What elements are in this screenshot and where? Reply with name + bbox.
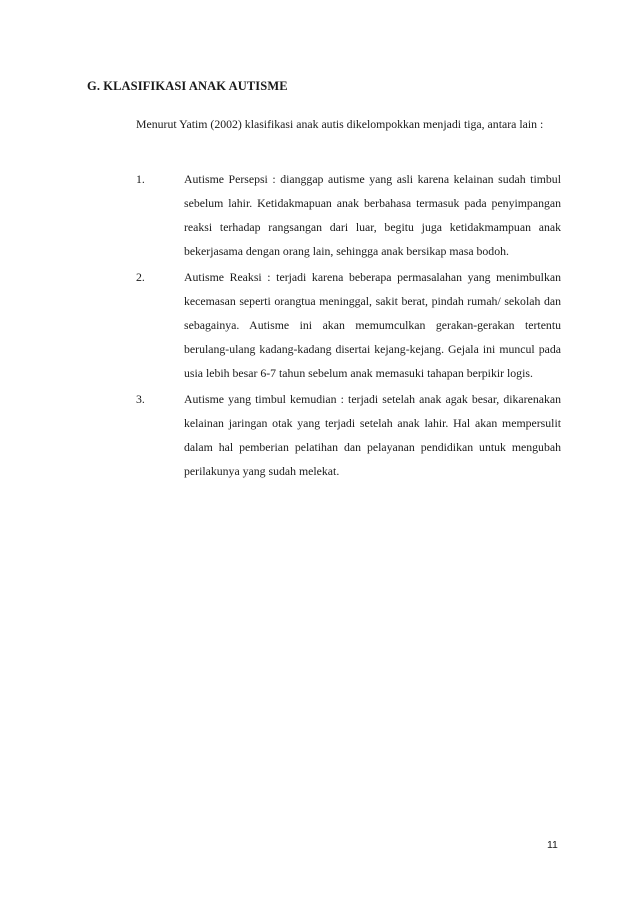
- list-item: [100, 265, 561, 385]
- list-item-number: 3.: [136, 392, 145, 406]
- list-item-text: Autisme Reaksi : terjadi karena beberapa permasalahan yang menimbulkan kecemasan seperti orangtua meninggal, sakit berat, pindah rumah/ sekolah dan sebagainya. Autisme ini akan memumculkan gerakan-gerakan tertentu berulang-ulang kadang-kadang disertai kejang-kejang. Gejala ini muncul pada usia lebih besar 6-7 tahun sebelum anak memasuki tahapan berpikir logis.: [184, 270, 561, 380]
- classification-list: [100, 167, 561, 485]
- page-number: 11: [547, 839, 558, 851]
- list-item-text: Autisme yang timbul kemudian : terjadi setelah anak agak besar, dikarenakan kelainan jaringan otak yang terjadi setelah anak lahir. Hal akan mempersulit dalam hal pemberian pelatihan dan pelayanan pendidikan untuk mengubah perilakunya yang sudah melekat.: [184, 392, 561, 478]
- list-item-number: 2.: [136, 270, 145, 284]
- list-item: [100, 387, 561, 483]
- list-item: [100, 167, 561, 263]
- section-heading: G. KLASIFIKASI ANAK AUTISME: [87, 79, 288, 93]
- list-item-text: Autisme Persepsi : dianggap autisme yang asli karena kelainan sudah timbul sebelum lahir. Ketidakmapuan anak berbahasa termasuk pada penyimpangan reaksi terhadap rangsangan dari luar, begitu juga ketidakmampuan anak bekerjasama dengan orang lain, sehingga anak bersikap masa bodoh.: [184, 172, 561, 258]
- list-item-number: 1.: [136, 172, 145, 186]
- intro-paragraph: Menurut Yatim (2002) klasifikasi anak autis dikelompokkan menjadi tiga, antara lain :: [136, 117, 544, 131]
